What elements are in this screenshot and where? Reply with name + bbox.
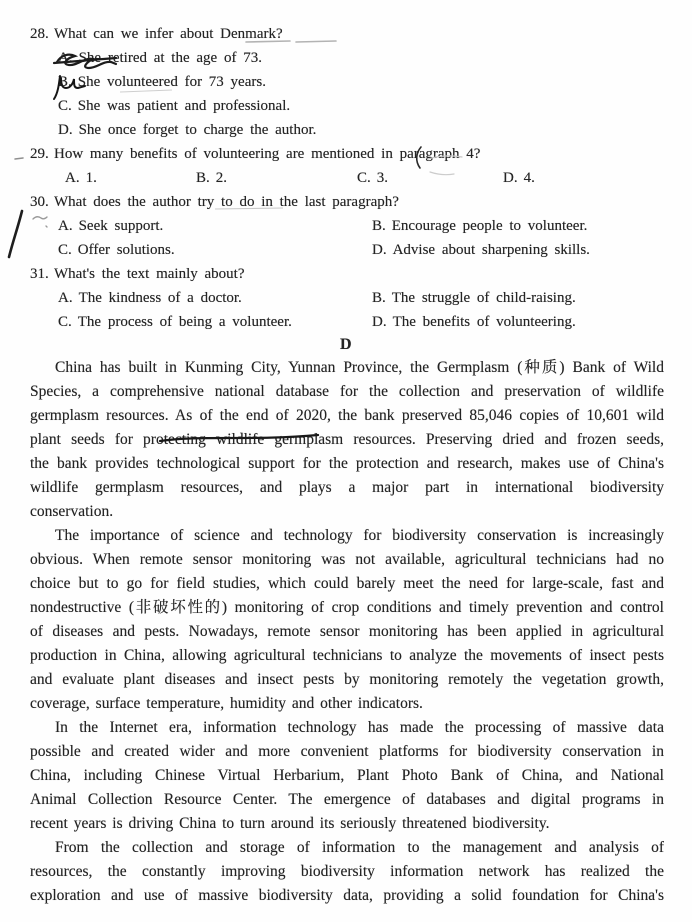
question-31-option-a xyxy=(58,286,242,310)
passage-paragraph-4-line-3: exploration and use of massive biodiversity data, providing a solid foundation for China's xyxy=(30,887,664,904)
passage-paragraph-2-line-3: choice but to go for field studies, which could barely meet the need for large-scale, fast and xyxy=(30,575,664,592)
question-31-number: 31. xyxy=(30,266,49,282)
question-29-options-row-1 xyxy=(0,166,692,190)
option-text: 4. xyxy=(523,170,535,186)
question-30-option-c xyxy=(58,238,175,262)
option-text: 2. xyxy=(215,170,228,186)
passage-paragraph-2-line-1: The importance of science and technology for biodiversity conservation is increasingly xyxy=(55,527,664,544)
question-31-option-d xyxy=(372,310,576,334)
question-31-text: What's the text mainly about? xyxy=(54,266,245,282)
passage-paragraph-3 xyxy=(30,716,664,836)
passage-paragraph-1-line-2: Species, a comprehensive national database for the collection and preservation of wildlife xyxy=(30,383,664,400)
question-28-option-b xyxy=(58,70,266,94)
question-28-option-c xyxy=(58,94,290,118)
passage-paragraph-2-line-8: coverage, surface temperature, humidity and other indicators. xyxy=(30,695,423,712)
option-text: Encourage people to volunteer. xyxy=(391,218,588,234)
option-text: 1. xyxy=(85,170,97,186)
question-30-option-b xyxy=(372,214,587,238)
question-29-stem xyxy=(0,142,692,166)
option-label: D. xyxy=(58,122,73,138)
passage-paragraph-2 xyxy=(30,524,664,716)
question-28-options-row-1 xyxy=(0,46,692,70)
question-31-options-row-2 xyxy=(0,310,692,334)
option-text: Advise about sharpening skills. xyxy=(392,242,590,258)
option-text: The struggle of child-raising. xyxy=(391,290,576,306)
option-text: She was patient and professional. xyxy=(77,98,291,114)
passage-paragraph-1-line-1: China has built in Kunming City, Yunnan Province, the Germplasm (种质) Bank of Wild xyxy=(55,359,664,376)
question-30 xyxy=(0,190,692,262)
passage-paragraph-3-line-1: In the Internet era, information technology has made the processing of massive data xyxy=(55,719,664,736)
question-28-options-row-2 xyxy=(0,70,692,94)
option-label: D. xyxy=(372,314,387,330)
option-label: C. xyxy=(58,98,72,114)
option-text: She once forget to charge the author. xyxy=(78,122,317,138)
passage-paragraph-1 xyxy=(30,356,664,524)
question-31-options-row-1 xyxy=(0,286,692,310)
question-29-option-c xyxy=(357,166,388,190)
question-28-options-row-4 xyxy=(0,118,692,142)
question-30-options-row-2 xyxy=(0,238,692,262)
passage-paragraph-3-line-4: Animal Collection Resource Center. The emergence of databases and digital programs in xyxy=(30,791,664,808)
question-28-number: 28. xyxy=(30,26,49,42)
passage-paragraph-4 xyxy=(30,836,664,908)
passage-paragraph-4-line-2: resources, the constantly improving biodiversity information network has realized the xyxy=(30,863,664,880)
option-label: A. xyxy=(58,290,73,306)
passage-paragraph-2-line-2: obvious. When remote sensor monitoring was not available, agricultural technicians had no xyxy=(30,551,664,568)
option-text: The benefits of volunteering. xyxy=(392,314,576,330)
passage-paragraph-1-line-3: germplasm resources. As of the end of 2020, the bank preserved 85,046 copies of 10,601 wild xyxy=(30,407,664,424)
question-31 xyxy=(0,262,692,334)
option-text: Seek support. xyxy=(78,218,164,234)
option-text: The kindness of a doctor. xyxy=(78,290,242,306)
question-30-option-d xyxy=(372,238,590,262)
question-30-stem xyxy=(0,190,692,214)
question-30-options-row-1 xyxy=(0,214,692,238)
option-label: A. xyxy=(58,50,73,66)
passage-paragraph-1-line-6: wildlife germplasm resources, and plays a major part in international biodiversity xyxy=(30,479,664,496)
option-label: B. xyxy=(196,170,210,186)
option-label: A. xyxy=(65,170,80,186)
option-label: D. xyxy=(372,242,387,258)
question-29-option-a xyxy=(65,166,97,190)
question-28 xyxy=(0,22,692,142)
question-28-option-a xyxy=(58,46,262,70)
option-label: B. xyxy=(372,218,386,234)
option-label: B. xyxy=(372,290,386,306)
option-label: C. xyxy=(357,170,371,186)
question-29-option-b xyxy=(196,166,227,190)
section-d-heading: D xyxy=(339,336,353,353)
passage-paragraph-2-line-6: production in China, allowing agricultural technicians to analyze the movements of insect pests xyxy=(30,647,664,664)
option-label: C. xyxy=(58,314,72,330)
passage-paragraph-3-line-2: possible and created wider and more convenient platforms for biodiversity conservation in xyxy=(30,743,664,760)
question-28-stem xyxy=(0,22,692,46)
question-28-options-row-3 xyxy=(0,94,692,118)
passage-paragraph-2-line-4: nondestructive (非破坏性的) monitoring of crop conditions and timely prevention and control xyxy=(30,599,664,616)
question-28-option-d xyxy=(58,118,316,142)
option-text: She retired at the age of 73. xyxy=(78,50,262,66)
option-label: B. xyxy=(58,74,72,90)
passage-paragraph-2-line-7: and evaluate plant diseases and insect pests by monitoring remotely the vegetation growth, xyxy=(30,671,664,688)
option-text: Offer solutions. xyxy=(77,242,175,258)
option-label: A. xyxy=(58,218,73,234)
option-text: The process of being a volunteer. xyxy=(77,314,292,330)
question-31-stem xyxy=(0,262,692,286)
option-text: 3. xyxy=(376,170,389,186)
passage-paragraph-1-line-5: the bank provides technological support for the protection and research, makes use of China's xyxy=(30,455,664,472)
question-28-text: What can we infer about Denmark? xyxy=(54,26,283,42)
question-29-option-d xyxy=(503,166,535,190)
option-label: C. xyxy=(58,242,72,258)
passage-paragraph-2-line-5: of diseases and pests. Nowadays, remote sensor monitoring has been applied in agricultural xyxy=(30,623,664,640)
questions-section xyxy=(0,22,692,334)
passage-paragraph-1-line-7: conservation. xyxy=(30,503,114,520)
question-29-text: How many benefits of volunteering are mentioned in paragraph 4? xyxy=(54,146,481,162)
passage-paragraph-3-line-3: China, including Chinese Virtual Herbarium, Plant Photo Bank of China, and National xyxy=(30,767,664,784)
question-29 xyxy=(0,142,692,190)
question-30-option-a xyxy=(58,214,163,238)
option-text: She volunteered for 73 years. xyxy=(77,74,266,90)
question-29-number: 29. xyxy=(30,146,49,162)
passage-section xyxy=(30,356,664,908)
passage-paragraph-1-line-4: plant seeds for protecting wildlife germplasm resources. Preserving dried and frozen seeds, xyxy=(30,431,664,448)
question-30-text: What does the author try to do in the last paragraph? xyxy=(54,194,399,210)
passage-paragraph-3-line-5: recent years is driving China to turn around its seriously threatened biodiversity. xyxy=(30,815,550,832)
question-30-number: 30. xyxy=(30,194,49,210)
passage-paragraph-4-line-1: From the collection and storage of information to the management and analysis of xyxy=(55,839,664,856)
question-31-option-c xyxy=(58,310,292,334)
question-31-option-b xyxy=(372,286,576,310)
option-label: D. xyxy=(503,170,518,186)
